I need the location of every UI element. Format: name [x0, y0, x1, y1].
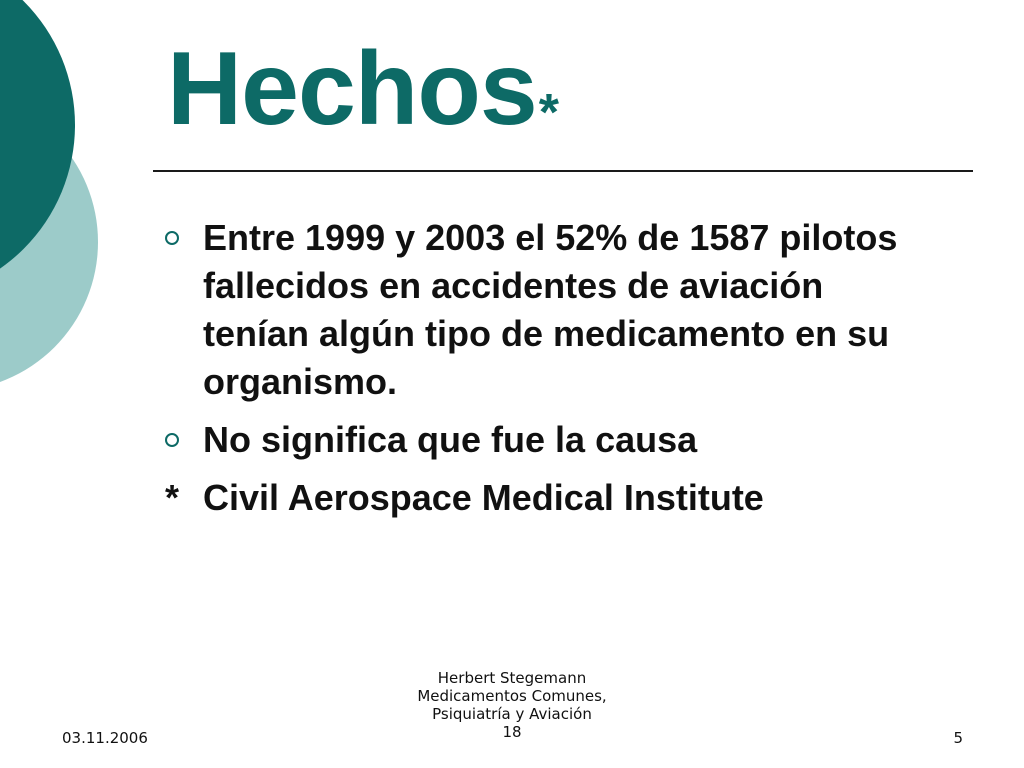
footnote-text: Civil Aerospace Medical Institute	[203, 477, 764, 518]
footer-topic-line-1: Medicamentos Comunes,	[417, 687, 607, 705]
ring-bullet-icon	[165, 231, 179, 245]
ring-bullet-icon	[165, 433, 179, 447]
footer-date: 03.11.2006	[62, 729, 148, 747]
footer-center	[362, 669, 662, 741]
page-number: 5	[953, 729, 963, 747]
bullet-text: Entre 1999 y 2003 el 52% de 1587 pilotos fallecidos en accidentes de aviación tenían algún tipo de medicamento en su organismo.	[203, 217, 898, 402]
slide-title-text: Hechos	[167, 31, 537, 147]
footer-author: Herbert Stegemann	[437, 669, 587, 687]
footnote-asterisk: *	[165, 477, 180, 518]
title-asterisk: *	[538, 84, 558, 142]
bullet-text: No significa que fue la causa	[203, 419, 698, 460]
footer-number: 18	[502, 723, 522, 741]
slide-body	[160, 214, 920, 522]
footnote-item	[160, 474, 920, 522]
slide-title	[167, 31, 558, 168]
bullet-item	[160, 214, 920, 406]
footer-topic-line-2: Psiquiatría y Aviación	[432, 705, 592, 723]
bullet-item	[160, 416, 920, 464]
title-divider	[153, 170, 973, 172]
